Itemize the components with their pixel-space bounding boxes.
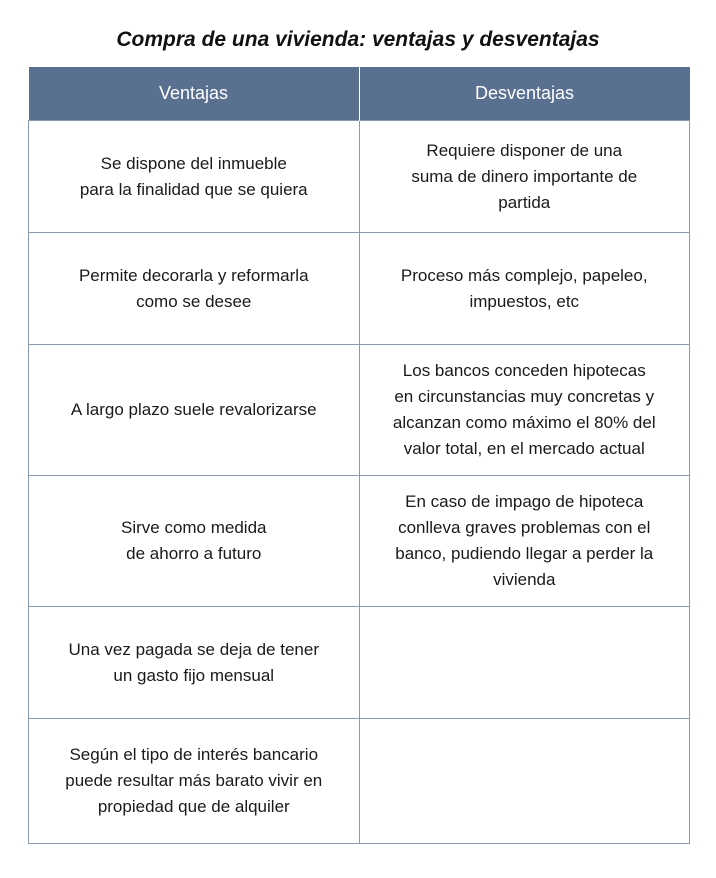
table-row [29,607,690,719]
desventaja-cell: Los bancos conceden hipotecas en circunstancias muy concretas y alcanzan como máximo el 80% del valor total, en el mercado actual [359,345,690,476]
ventaja-cell: Sirve como medida de ahorro a futuro [29,476,360,607]
ventaja-cell: Permite decorarla y reformarla como se desee [29,233,360,345]
ventaja-cell: Según el tipo de interés bancario puede resultar más barato vivir en propiedad que de alquiler [29,719,360,844]
table-row [29,233,690,345]
desventaja-cell: En caso de impago de hipoteca conlleva graves problemas con el banco, pudiendo llegar a perder la vivienda [359,476,690,607]
comparison-table [28,67,690,844]
table-row [29,121,690,233]
table-row [29,345,690,476]
header-desventajas: Desventajas [359,67,690,121]
desventaja-cell: Requiere disponer de una suma de dinero importante de partida [359,121,690,233]
header-row [29,67,690,121]
ventaja-cell: Se dispone del inmueble para la finalidad que se quiera [29,121,360,233]
table-row [29,719,690,844]
desventaja-cell: Proceso más complejo, papeleo, impuestos, etc [359,233,690,345]
table-row [29,476,690,607]
desventaja-cell [359,719,690,844]
header-ventajas: Ventajas [29,67,360,121]
ventaja-cell: A largo plazo suele revalorizarse [29,345,360,476]
page-title: Compra de una vivienda: ventajas y desventajas [116,28,600,51]
desventaja-cell [359,607,690,719]
ventaja-cell: Una vez pagada se deja de tener un gasto fijo mensual [29,607,360,719]
